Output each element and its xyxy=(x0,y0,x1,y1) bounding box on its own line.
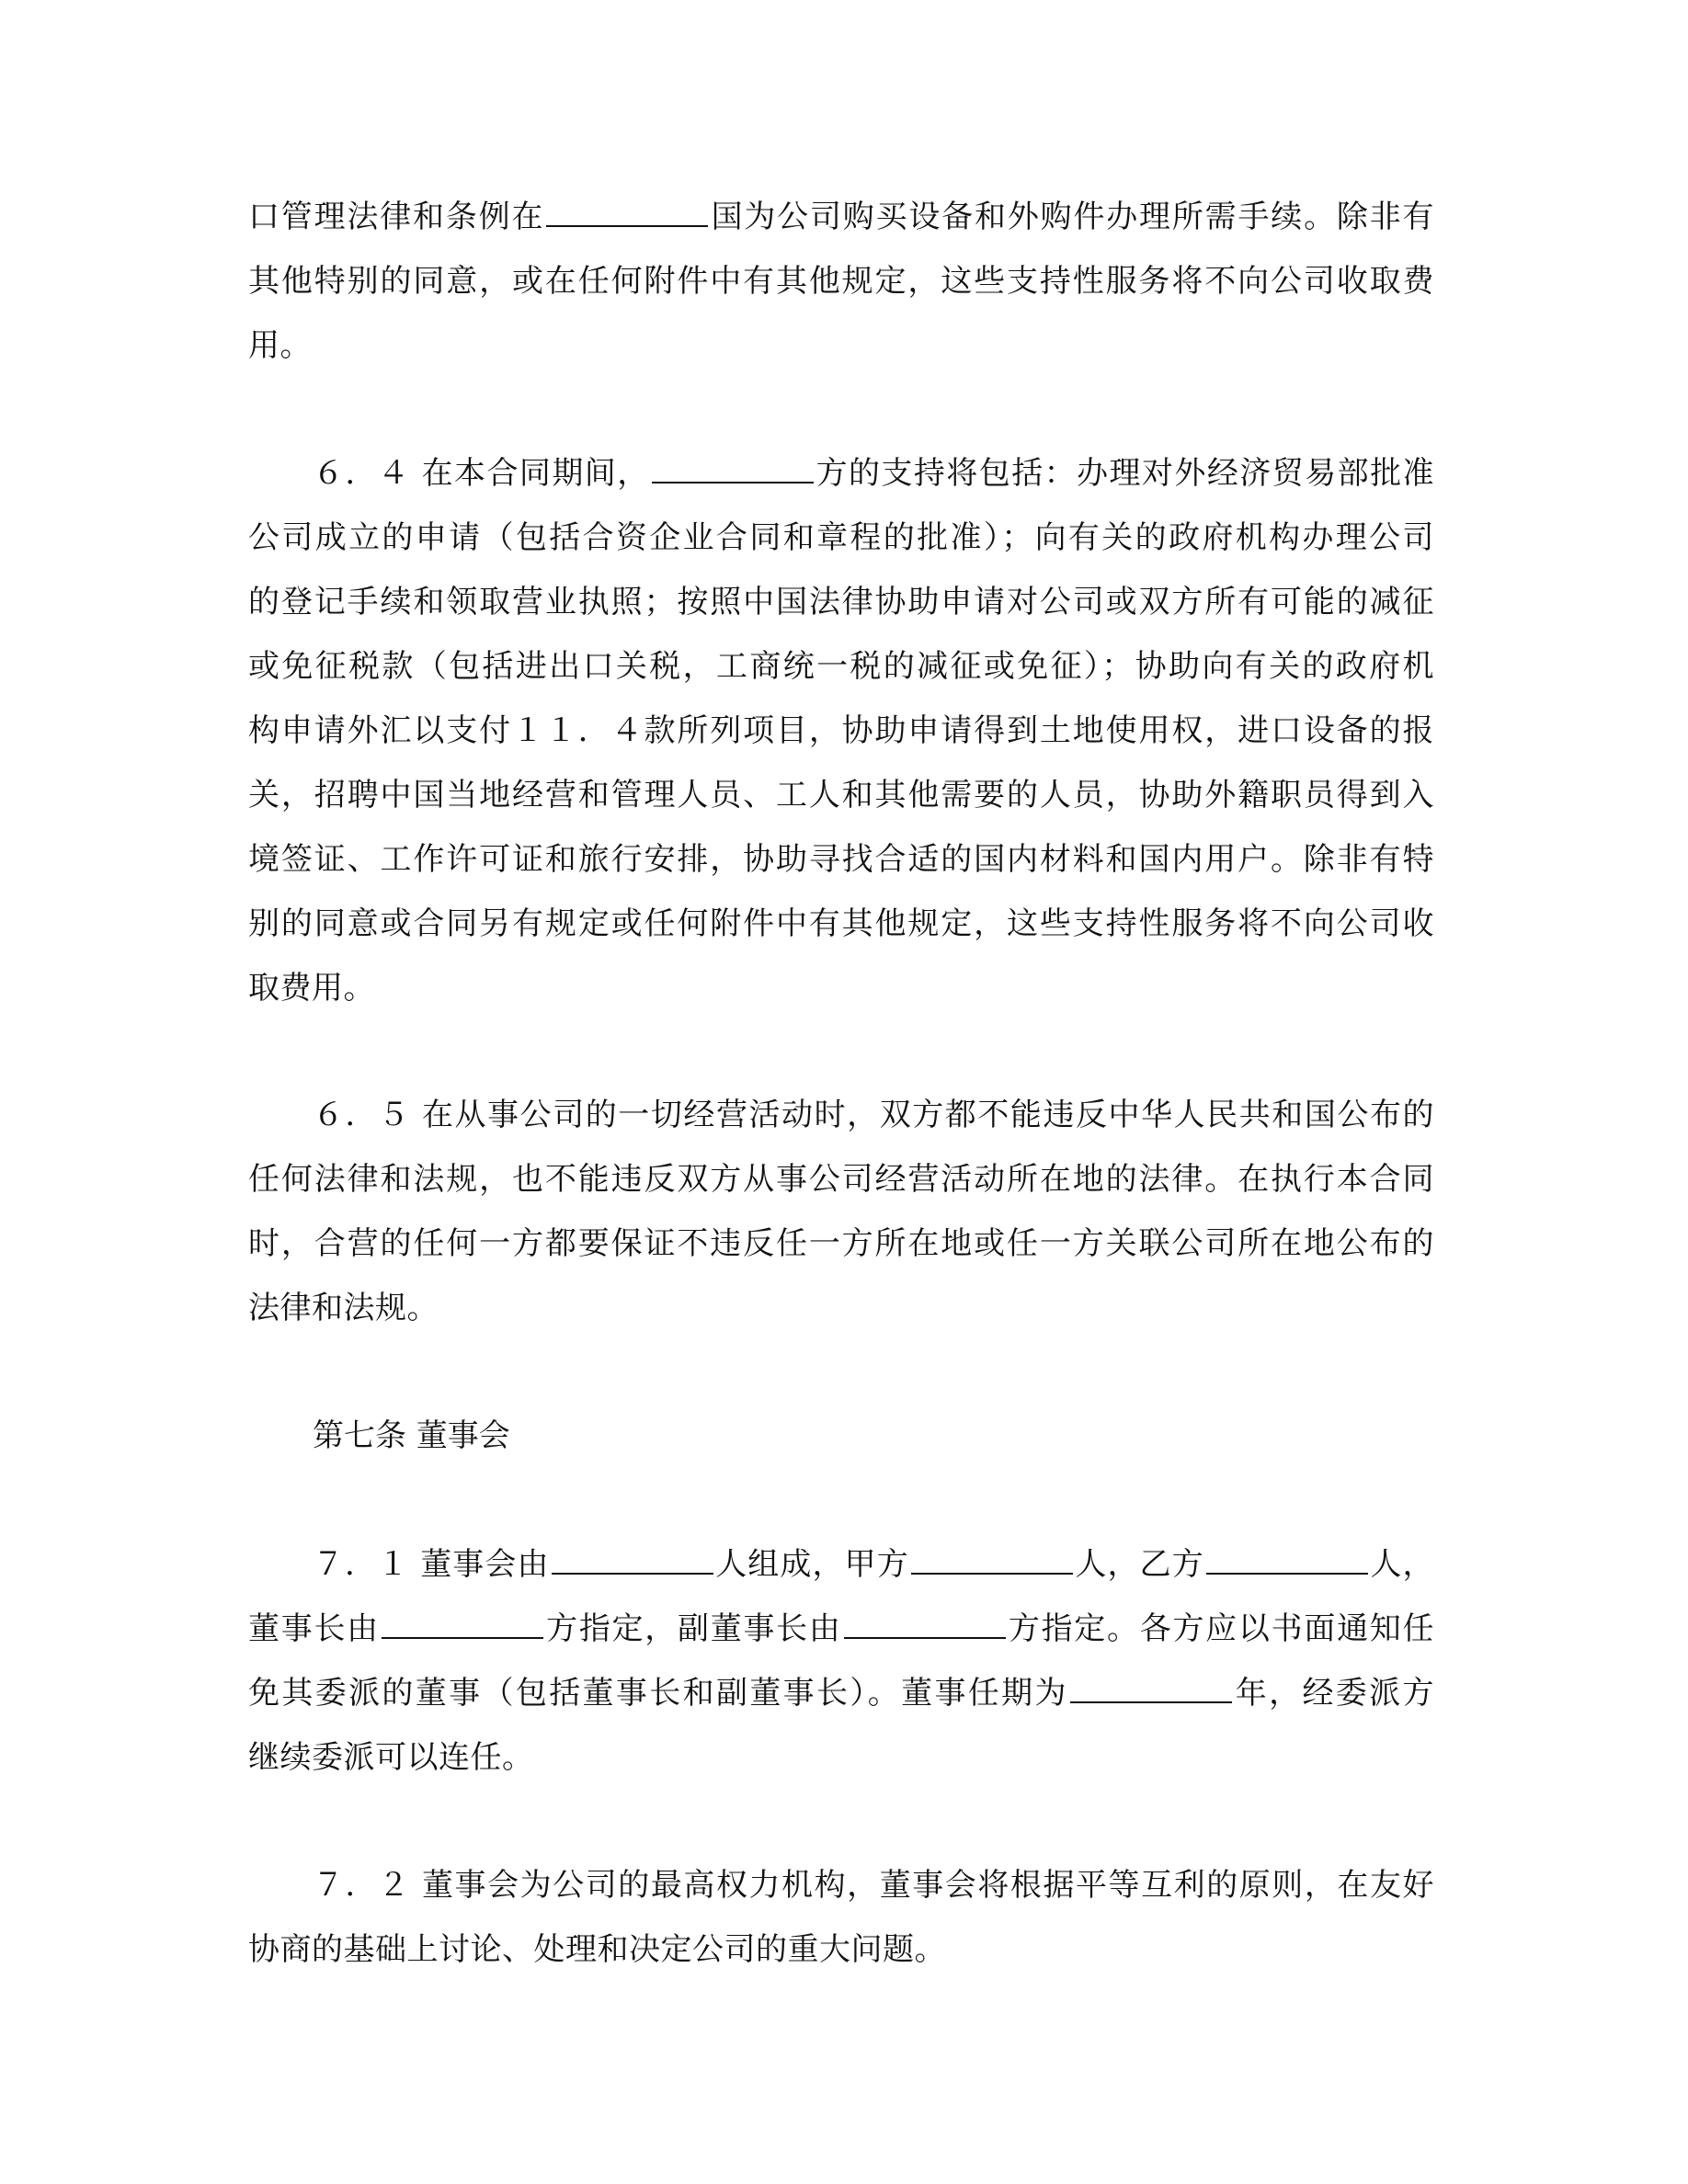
paragraph-line: 其他特别的同意，或在任何附件中有其他规定，这些支持性服务将不向公司收取费 xyxy=(248,263,1434,300)
paragraph-line: 法律和法规。 xyxy=(248,1290,439,1326)
fill-in-blank xyxy=(844,1610,1006,1639)
paragraph-line xyxy=(313,448,1434,499)
paragraph-line: 时，合营的任何一方都要保证不违反任一方所在地或任一方关联公司所在地公布的 xyxy=(248,1225,1434,1262)
text-run: 人，乙方 xyxy=(1074,1546,1204,1583)
text-run: 方指定。各方应以书面通知任 xyxy=(1007,1610,1435,1647)
paragraph-line: ７．２ 董事会为公司的最高权力机构，董事会将根据平等互利的原则，在友好 xyxy=(313,1867,1434,1904)
paragraph-line: 或免征税款（包括进出口关税，工商统一税的减征或免征）；协助向有关的政府机 xyxy=(248,648,1434,685)
fill-in-blank xyxy=(652,454,814,483)
text-run: 人组成，甲方 xyxy=(714,1546,909,1583)
fill-in-blank xyxy=(1070,1674,1232,1703)
paragraph-line: 任何法律和法规，也不能违反双方从事公司经营活动所在地的法律。在执行本合同 xyxy=(248,1161,1434,1198)
paragraph-line xyxy=(313,1539,1434,1590)
text-run: 年，经委派方 xyxy=(1233,1675,1435,1712)
text-run: 董事长由 xyxy=(248,1610,380,1647)
paragraph-line xyxy=(248,1667,1434,1719)
fill-in-blank xyxy=(382,1610,543,1639)
paragraph-line: 境签证、工作许可证和旅行安排，协助寻找合适的国内材料和国内用户。除非有特 xyxy=(248,841,1434,878)
paragraph-line: 取费用。 xyxy=(248,970,375,1007)
fill-in-blank xyxy=(1206,1545,1368,1575)
text-run: ６．４ 在本合同期间， xyxy=(313,455,650,492)
fill-in-blank xyxy=(552,1545,713,1575)
paragraph-line xyxy=(248,1603,1434,1655)
paragraph-line: 公司成立的申请（包括合资企业合同和章程的批准）；向有关的政府机构办理公司 xyxy=(248,519,1434,556)
article-heading: 第七条 董事会 xyxy=(313,1417,510,1454)
text-run: 人， xyxy=(1369,1546,1435,1583)
paragraph-line: 用。 xyxy=(248,327,312,364)
text-run: 免其委派的董事（包括董事长和副董事长）。董事任期为 xyxy=(248,1675,1068,1712)
paragraph-line: 协商的基础上讨论、处理和决定公司的重大问题。 xyxy=(248,1931,946,1968)
paragraph-line: 的登记手续和领取营业执照；按照中国法律协助申请对公司或双方所有可能的减征 xyxy=(248,584,1434,620)
text-run: 方指定，副董事长由 xyxy=(544,1610,842,1647)
paragraph-line xyxy=(248,191,1434,243)
paragraph-line: 构申请外汇以支付１１．４款所列项目，协助申请得到土地使用权，进口设备的报 xyxy=(248,712,1434,749)
paragraph-line: ６．５ 在从事公司的一切经营活动时，双方都不能违反中华人民共和国公布的 xyxy=(313,1097,1434,1133)
text-run: 口管理法律和条例在 xyxy=(248,199,545,235)
fill-in-blank xyxy=(911,1545,1073,1575)
text-run: ７．１ 董事会由 xyxy=(313,1546,550,1583)
text-run: 方的支持将包括：办理对外经济贸易部批准 xyxy=(815,455,1435,492)
paragraph-line: 别的同意或合同另有规定或任何附件中有其他规定，这些支持性服务将不向公司收 xyxy=(248,905,1434,942)
fill-in-blank xyxy=(546,198,708,227)
paragraph-line: 继续委派可以连任。 xyxy=(248,1739,534,1776)
text-run: 国为公司购买设备和外购件办理所需手续。除非有 xyxy=(710,199,1435,235)
paragraph-line: 关，招聘中国当地经营和管理人员、工人和其他需要的人员，协助外籍职员得到入 xyxy=(248,777,1434,813)
